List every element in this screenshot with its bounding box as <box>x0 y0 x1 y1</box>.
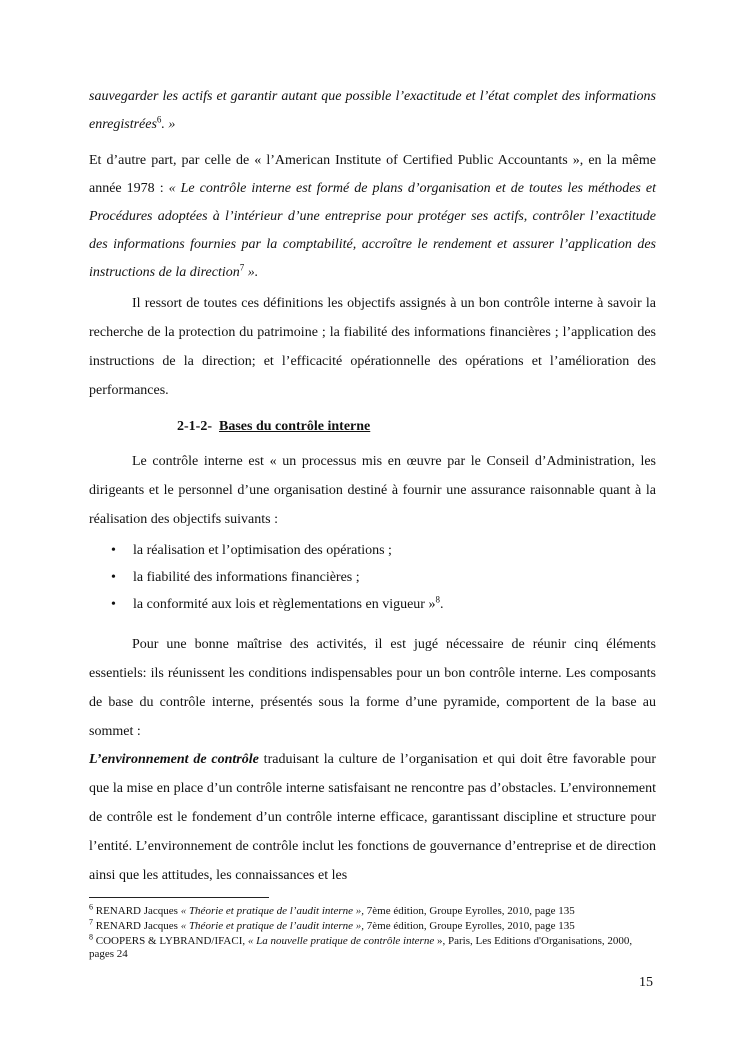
footnote-8: $^8$ COOPERS & LYBRAND/IFACI, « La nouvelle pratique de contrôle interne », Paris, Les Editions d'Organisations, 2000, pages 24 <box>89 932 633 960</box>
footnote-separator <box>89 897 269 898</box>
objectives-list <box>89 537 649 618</box>
footnote-ref-7: 7 <box>239 262 245 273</box>
footnote-6: $^6$ RENARD Jacques « Théorie et pratique de l’audit interne », 7ème édition, Groupe Eyrolles, 2010, page 135 <box>89 902 575 917</box>
bullet-icon: • <box>111 543 116 558</box>
bullet-icon: • <box>111 597 116 612</box>
definition-paragraph: Le contrôle interne est « un processus mis en œuvre par le Conseil d’Administration, les dirigeants et le personnel d’une organisation destiné à fournir une assurance raisonnable quant à la réalisation des objectifs suivants : <box>89 454 656 527</box>
footnote-7: $^7$ RENARD Jacques « Théorie et pratique de l’audit interne », 7ème édition, Groupe Eyrolles, 2010, page 135 <box>89 917 575 932</box>
list-item: • la conformité aux lois et règlementations en vigueur »$^8$. <box>89 591 649 618</box>
pyramid-paragraph: Pour une bonne maîtrise des activités, il est jugé nécessaire de réunir cinq éléments essentiels: ils réunissent les conditions indispensables pour un bon contrôle interne. Les composants de base du contrôle interne, présentés sous la forme d’une pyramide, comportent de la base au sommet : <box>89 637 656 739</box>
page-number: 15 <box>639 975 653 990</box>
aicpa-definition: Et d’autre part, par celle de « l’American Institute of Certified Public Accountants », en la même année 1978 : « Le contrôle interne est formé de plans d’organisation et de toutes les méthodes et Procédures adoptées à l’intérieur d’une entreprise pour protéger ses actifs, contrôler l’exactitude des informations fournies par la comptabilité, accroître le rendement et assurer l’application des instructions de la direction$^7$ ». <box>89 153 657 280</box>
objectives-paragraph: Il ressort de toutes ces définitions les objectifs assignés à un bon contrôle interne à savoir la recherche de la protection du patrimoine ; la fiabilité des informations financières ; l’application des instructions de la direction; et l’efficacité opérationnelle des opérations et l’amélioration des performances. <box>89 296 656 398</box>
quote-continuation: sauvegarder les actifs et garantir autant que possible l’exactitude et l’état complet des informations enregistrées$^6$. » <box>89 89 656 132</box>
list-item: • la réalisation et l’optimisation des opérations ; <box>89 537 649 564</box>
control-environment-paragraph: L’environnement de contrôle traduisant la culture de l’organisation et qui doit être favorable pour que la mise en place d’un contrôle interne satisfaisant ne rencontre pas d’obstacles. L’environnement de contrôle est le fondement d’un contrôle interne efficace, garantissant discipline et structure pour l’entité. L’environnement de contrôle inclut les fonctions de gouvernance d’entreprise et de direction ainsi que les attitudes, les connaissances et les <box>89 752 657 883</box>
bullet-icon: • <box>111 570 116 585</box>
section-heading: 2-1-2- Bases du contrôle interne <box>177 419 371 434</box>
list-item: • la fiabilité des informations financières ; <box>89 564 649 591</box>
footnote-ref-8: 8 <box>435 594 440 605</box>
footnote-ref-6: 6 <box>156 114 162 125</box>
